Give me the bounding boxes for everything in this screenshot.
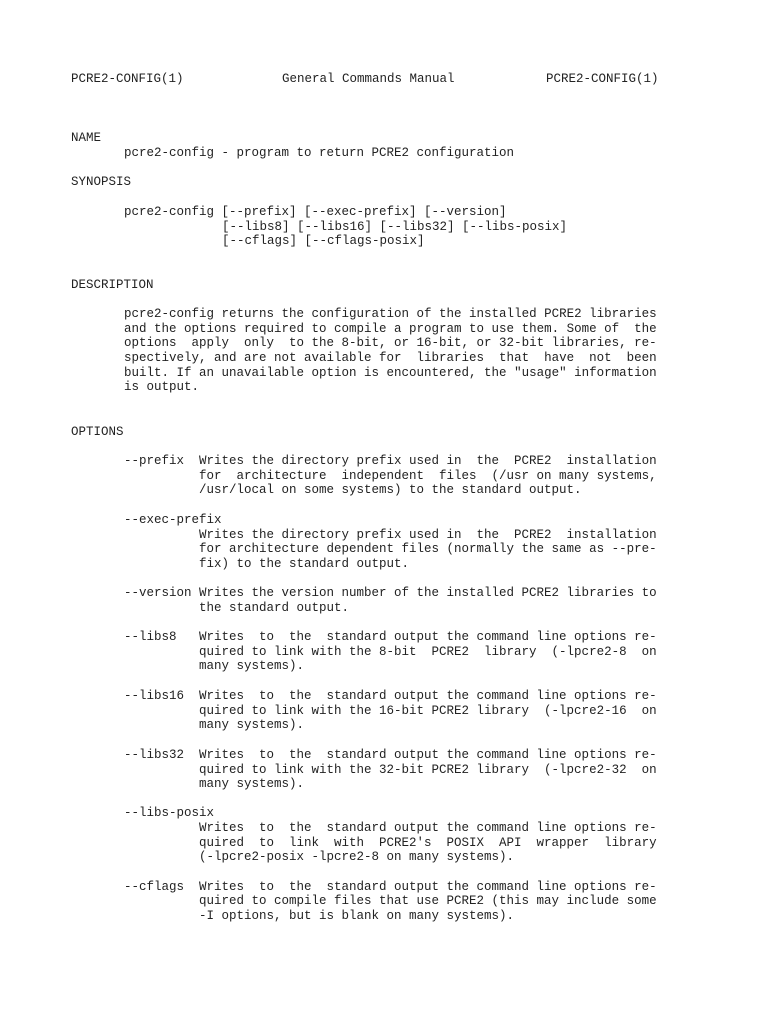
option-desc-line: -I options, but is blank on many systems). [199,909,515,923]
option-flag-cflags: --cflags [124,880,185,894]
option-flag-exec-prefix: --exec-prefix [124,513,222,527]
option-flag-libs8: --libs8 [124,630,177,644]
section-heading-synopsis: SYNOPSIS [71,175,132,189]
synopsis-line: pcre2-config [--prefix] [--exec-prefix] [--version] [124,205,507,219]
option-flag-libs32: --libs32 [124,748,185,762]
option-desc-line: quired to link with the 16-bit PCRE2 library (-lpcre2-16 on [199,704,657,718]
option-desc-line: /usr/local on some systems) to the standard output. [199,483,582,497]
option-desc-line: (-lpcre2-posix -lpcre2-8 on many systems). [199,850,515,864]
option-desc-line: Writes to the standard output the command line options re- [199,821,657,835]
option-desc-line: Writes to the standard output the command line options re- [199,630,657,644]
section-heading-description: DESCRIPTION [71,278,154,292]
option-desc-line: Writes to the standard output the command line options re- [199,880,657,894]
option-desc-line: many systems). [199,659,305,673]
option-flag-version: --version [124,586,192,600]
option-flag-prefix: --prefix [124,454,185,468]
header-center: General Commands Manual [282,72,455,86]
option-desc-line: Writes to the standard output the command line options re- [199,689,657,703]
option-desc-line: quired to link with PCRE2's POSIX API wrapper library [199,836,657,850]
option-desc-line: Writes the directory prefix used in the PCRE2 installation [199,528,657,542]
option-desc-line: for architecture independent files (/usr on many systems, [199,469,657,483]
option-flag-libs-posix: --libs-posix [124,806,215,820]
option-desc-line: Writes the version number of the installed PCRE2 libraries to [199,586,657,600]
name-text: pcre2-config - program to return PCRE2 configuration [124,146,515,160]
option-desc-line: Writes to the standard output the command line options re- [199,748,657,762]
description-line: spectively, and are not available for libraries that have not been [124,351,657,365]
description-line: pcre2-config returns the configuration of the installed PCRE2 libraries [124,307,657,321]
synopsis-line: [--libs8] [--libs16] [--libs32] [--libs-posix] [222,220,568,234]
header-right: PCRE2-CONFIG(1) [546,72,659,86]
option-flag-libs16: --libs16 [124,689,185,703]
section-heading-name: NAME [71,131,102,145]
description-line: is output. [124,380,200,394]
option-desc-line: quired to compile files that use PCRE2 (this may include some [199,894,657,908]
option-desc-line: fix) to the standard output. [199,557,410,571]
option-desc-line: many systems). [199,718,305,732]
option-desc-line: quired to link with the 8-bit PCRE2 library (-lpcre2-8 on [199,645,657,659]
description-line: options apply only to the 8-bit, or 16-bit, or 32-bit libraries, re- [124,336,657,350]
option-desc-line: for architecture dependent files (normally the same as --pre- [199,542,657,556]
section-heading-options: OPTIONS [71,425,124,439]
synopsis-line: [--cflags] [--cflags-posix] [222,234,425,248]
header-left: PCRE2-CONFIG(1) [71,72,184,86]
option-desc-line: Writes the directory prefix used in the PCRE2 installation [199,454,657,468]
option-desc-line: the standard output. [199,601,350,615]
description-line: and the options required to compile a program to use them. Some of the [124,322,657,336]
description-line: built. If an unavailable option is encountered, the "usage" information [124,366,657,380]
option-desc-line: quired to link with the 32-bit PCRE2 library (-lpcre2-32 on [199,763,657,777]
option-desc-line: many systems). [199,777,305,791]
